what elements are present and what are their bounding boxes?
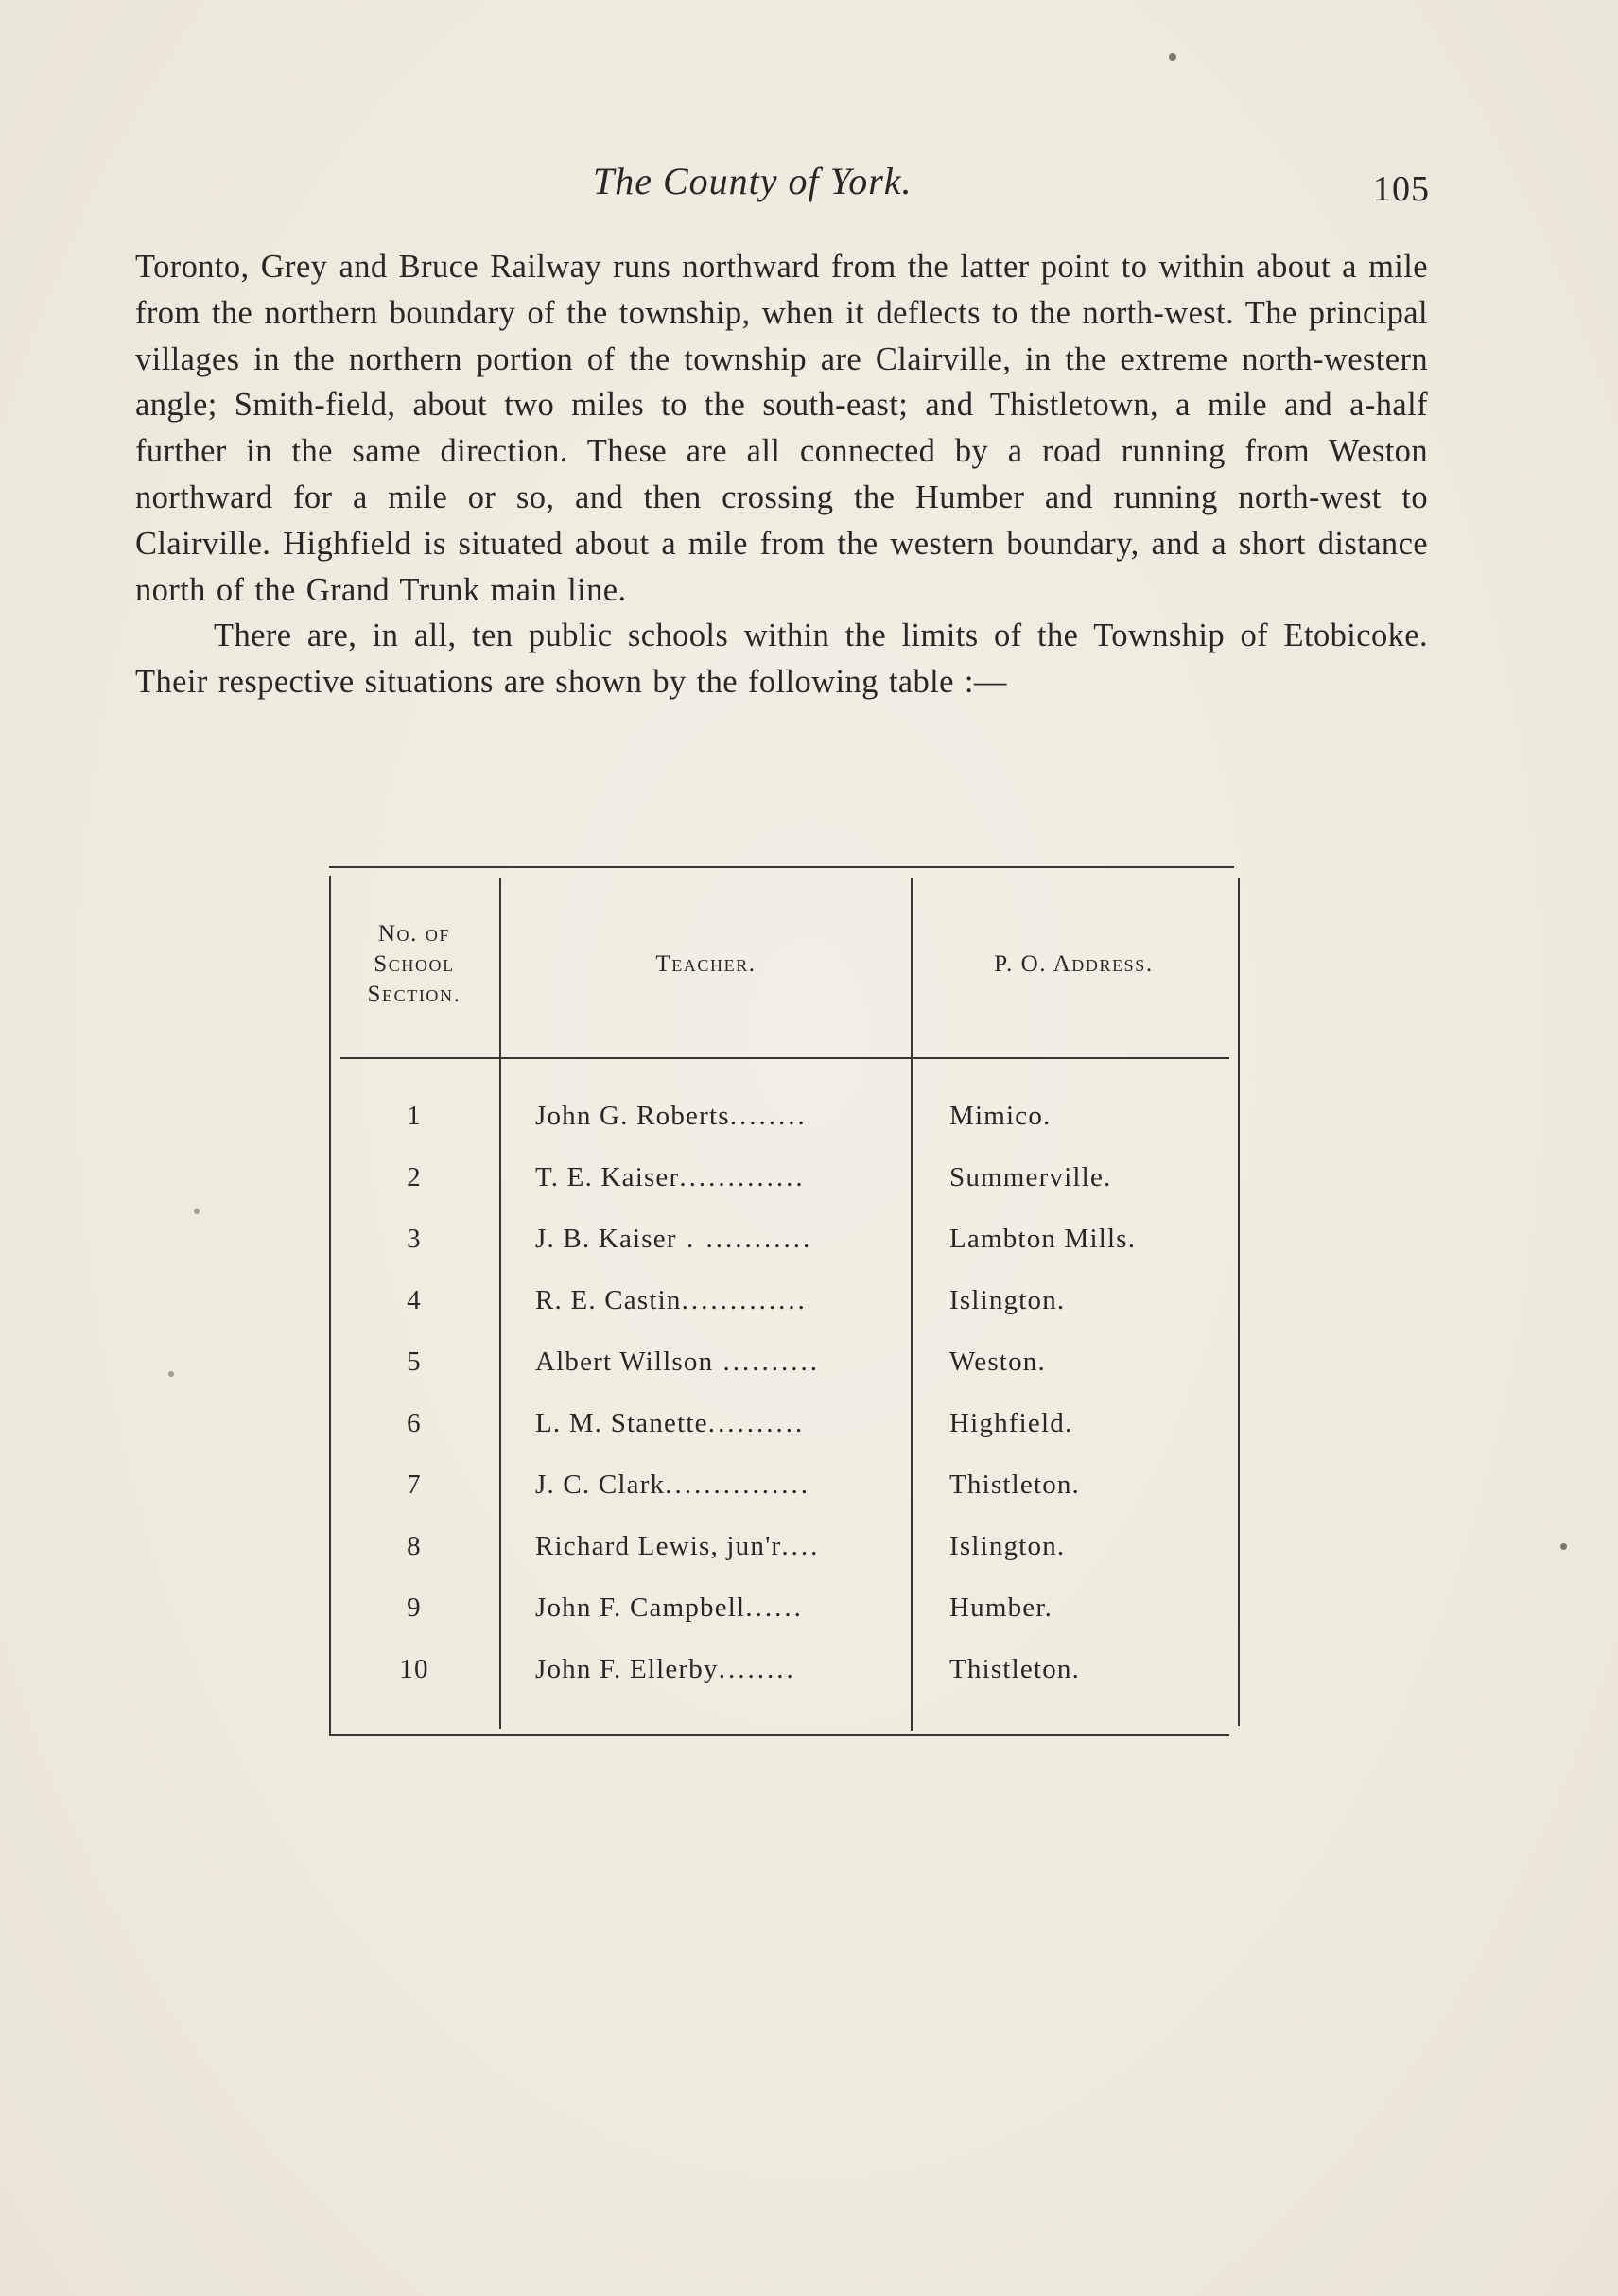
teacher-name: J. C. Clark bbox=[535, 1470, 666, 1500]
dot-leader: .... bbox=[781, 1531, 821, 1561]
dot-leader: .......... bbox=[707, 1408, 806, 1438]
column-header-address: P. O. Address. bbox=[994, 951, 1154, 977]
teacher-cell bbox=[535, 1347, 904, 1378]
column-header-line: School bbox=[374, 951, 455, 977]
address-cell: Islington. bbox=[949, 1531, 1066, 1561]
ink-speck bbox=[1169, 53, 1176, 61]
column-header-teacher: Teacher. bbox=[655, 951, 757, 977]
address-cell: Thistleton. bbox=[949, 1654, 1081, 1684]
table-row bbox=[329, 1408, 1237, 1469]
paragraph: Toronto, Grey and Bruce Railway runs northward from the latter point to within about a mile from the northern boundary of the township, when it deflects to the north-west. The principal villages in the northern portion of the township are Clairville, in the extreme north-western angle; Smith-field, about two miles to the south-east; and Thistletown, a mile and a-half further in the same direction. These are all connected by a road running from Weston northward for a mile or so, and then crossing the Humber and running north-west to Clairville. Highfield is situated about a mile from the western boundary, and a short distance north of the Grand Trunk main line. bbox=[135, 249, 1428, 608]
teacher-cell bbox=[535, 1162, 904, 1193]
address-cell: Islington. bbox=[949, 1285, 1066, 1315]
section-number: 4 bbox=[407, 1285, 422, 1315]
table-row bbox=[329, 1592, 1237, 1653]
teacher-name: Albert Willson bbox=[535, 1347, 714, 1377]
teacher-name: J. B. Kaiser bbox=[535, 1224, 677, 1254]
table-row bbox=[329, 1162, 1237, 1223]
address-cell: Weston. bbox=[949, 1347, 1046, 1377]
page-number: 105 bbox=[1373, 169, 1430, 209]
ink-speck bbox=[194, 1209, 200, 1214]
dot-leader: ............. bbox=[681, 1285, 808, 1315]
paragraph: There are, in all, ten public schools within the limits of the Township of Etobicoke. Their respective situations are shown by the following table :— bbox=[135, 617, 1428, 701]
teacher-name: John F. Campbell bbox=[535, 1592, 746, 1623]
dot-leader: ...... bbox=[745, 1592, 804, 1623]
table-row bbox=[329, 1470, 1237, 1530]
teacher-cell bbox=[535, 1285, 904, 1316]
teacher-name: T. E. Kaiser bbox=[535, 1162, 680, 1192]
column-header-line: Section. bbox=[367, 982, 461, 1007]
ink-speck bbox=[168, 1371, 174, 1377]
teacher-name: L. M. Stanette bbox=[535, 1408, 708, 1438]
section-number: 5 bbox=[407, 1347, 422, 1377]
teacher-cell bbox=[535, 1470, 904, 1501]
teacher-name: Richard Lewis, jun'r bbox=[535, 1531, 782, 1561]
section-number: 3 bbox=[407, 1224, 422, 1254]
table-row bbox=[329, 1224, 1237, 1284]
dot-leader: ........ bbox=[729, 1101, 808, 1131]
teacher-name: John G. Roberts bbox=[535, 1101, 730, 1131]
dot-leader: ............... bbox=[665, 1470, 811, 1500]
running-title: The County of York. bbox=[593, 160, 913, 202]
section-number: 7 bbox=[407, 1470, 422, 1500]
address-cell: Summerville. bbox=[949, 1162, 1112, 1192]
teacher-cell bbox=[535, 1592, 904, 1624]
address-cell: Humber. bbox=[949, 1592, 1053, 1623]
section-number: 9 bbox=[407, 1592, 422, 1623]
dot-leader: .......... bbox=[713, 1347, 821, 1377]
section-number: 6 bbox=[407, 1408, 422, 1438]
dot-leader: ........ bbox=[718, 1654, 796, 1684]
body-text bbox=[135, 244, 1428, 705]
table-row bbox=[329, 1531, 1237, 1592]
table-row bbox=[329, 1285, 1237, 1346]
ink-speck bbox=[1560, 1543, 1567, 1550]
table-column-rule bbox=[1238, 878, 1240, 1726]
column-header-line: No. of bbox=[377, 921, 451, 947]
teacher-cell bbox=[535, 1531, 904, 1562]
section-number: 8 bbox=[407, 1531, 422, 1561]
teacher-cell bbox=[535, 1101, 904, 1132]
teacher-cell bbox=[535, 1654, 904, 1685]
teacher-name: John F. Ellerby bbox=[535, 1654, 719, 1684]
address-cell: Thistleton. bbox=[949, 1470, 1081, 1500]
section-number: 10 bbox=[399, 1654, 429, 1684]
table-row bbox=[329, 1654, 1237, 1714]
section-number: 1 bbox=[407, 1101, 422, 1131]
column-header-section bbox=[333, 919, 496, 1010]
address-cell: Mimico. bbox=[949, 1101, 1052, 1131]
table-header-rule bbox=[340, 1057, 1229, 1059]
dot-leader: . ........... bbox=[676, 1224, 813, 1254]
section-number: 2 bbox=[407, 1162, 422, 1192]
address-cell: Lambton Mills. bbox=[949, 1224, 1137, 1254]
table-top-rule bbox=[329, 866, 1234, 868]
teacher-cell bbox=[535, 1408, 904, 1439]
schools-table bbox=[329, 866, 1237, 1736]
teacher-cell bbox=[535, 1224, 904, 1255]
teacher-name: R. E. Castin bbox=[535, 1285, 682, 1315]
table-row bbox=[329, 1347, 1237, 1407]
dot-leader: ............. bbox=[679, 1162, 806, 1192]
running-header bbox=[134, 151, 1430, 208]
table-bottom-rule bbox=[329, 1734, 1229, 1736]
table-row bbox=[329, 1101, 1237, 1161]
address-cell: Highfield. bbox=[949, 1408, 1073, 1438]
